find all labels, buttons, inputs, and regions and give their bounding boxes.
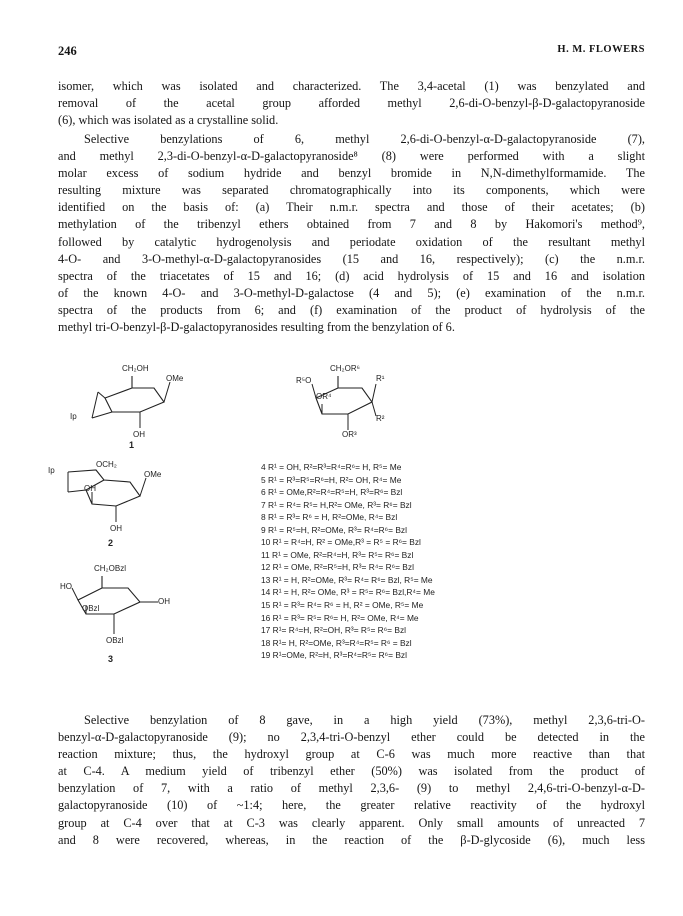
compound-number: 1 (129, 440, 135, 450)
compound-entry: 17 R¹= R⁴=H, R²=OH, R³= R⁵= R⁶= Bzl (261, 625, 407, 636)
obzl-label: OBzl (106, 636, 124, 645)
compound-entry: 16 R¹ = R³= R⁵= R⁶= H, R²= OMe, R⁴= Me (261, 612, 419, 623)
text-line: spectra of the products from 6; and (f) examination of the product of hydrolysis of the (58, 302, 645, 317)
text-line: methyl tri-O-benzyl-β-D-galactopyranosides resulting from the benzylation of 6. (58, 320, 455, 335)
text-line: and 8 were recovered, whereas, in the reaction of the β-D-glycoside (6), much less (58, 832, 645, 847)
compound-entry: 12 R¹ = OMe, R²=R⁵=H, R³= R⁴= R⁶= Bzl (261, 562, 414, 573)
text-line: Selective benzylations of 6, methyl 2,6-di-O-benzyl-α-D-galactopyranoside (7), (84, 132, 645, 146)
text-line: group at C-4 over that at C-3 was clearly apparent. Only small amounts of unreacted 7 (58, 815, 645, 830)
ho-label: HO (60, 582, 72, 591)
oh-label: OH (110, 524, 122, 533)
text-line: and methyl 2,3-di-O-benzyl-α-D-galactopyranoside⁸ (8) were performed with a slight (58, 149, 645, 164)
compound-entry: 13 R¹ = H, R²=OMe, R³= R⁴= R⁶= Bzl, R⁵= Me (261, 574, 433, 585)
paragraph-3 (58, 712, 645, 849)
compound-entry: 15 R¹ = R³= R⁴= R⁶ = H, R² = OMe, R⁵= Me (261, 600, 424, 611)
compound-entry: 5 R¹ = R³=R⁵=R⁶=H, R²= OH, R⁴= Me (261, 474, 402, 485)
ome-label: OMe (144, 470, 162, 479)
compound-entry: 10 R¹ = R⁴=H, R² = OMe,R³ = R⁵ = R⁶= Bzl (261, 537, 421, 548)
ome-label: OMe (166, 374, 184, 383)
compound-entry: 7 R¹ = R⁴= R⁵= H,R²= OMe, R³= R⁶= Bzl (261, 499, 412, 510)
compound-entry: 19 R¹=OMe, R²=H, R³=R⁴=R⁵= R⁶= Bzl (261, 650, 407, 661)
text-line: benzyl-α-D-galactopyranoside (9); no 2,3,4-tri-O-benzyl ether could be detected in the (58, 730, 645, 745)
text-line: identified on the basis of: (a) Their n.m.r. spectra and those of their acetates; (b) (58, 200, 645, 215)
text-line: spectra of the triacetates of 15 and 16; (d) acid hydrolysis of 15 and 16 and isolation (58, 268, 645, 283)
ch2-label: CH₂OH (122, 364, 149, 373)
oh-label: OH (158, 597, 170, 606)
or3-label: OR³ (342, 430, 357, 439)
running-author: H. M. FLOWERS (557, 44, 645, 55)
compound-number: 3 (108, 654, 114, 664)
paragraph-2 (58, 131, 645, 336)
obzl-label: OBzl (82, 604, 100, 613)
text-line: methylation of the tribenzyl ethers obtained from 7 and 8 by Hakomori's method⁹, (58, 217, 645, 232)
paragraph-1 (58, 78, 645, 129)
text-line: (6), which was isolated as a crystalline solid. (58, 113, 279, 128)
compound-entry: 9 R¹ = R⁵=H, R²=OMe, R³= R⁴=R⁶= Bzl (261, 524, 407, 535)
compound-number: 2 (108, 538, 114, 548)
compound-entry: 18 R¹= H, R²=OMe, R³=R⁴=R⁵= R⁶ = Bzl (261, 637, 412, 648)
compound-entry: 6 R¹ = OMe,R²=R⁴=R⁵=H, R³=R⁶= Bzl (261, 487, 403, 498)
text-line: of the known 4-O- and 3-O-methyl-D-galactose (4 and 5); (e) examination of the n.m.r. (58, 285, 645, 300)
pyranose-ring-2 (46, 458, 186, 548)
compound-entry: 14 R¹ = H, R²= OMe, R³ = R⁵= R⁶= Bzl,R⁴= Me (261, 587, 435, 598)
compound-entry: 8 R¹ = R³= R⁶ = H, R²=OMe, R⁴= Bzl (261, 512, 398, 523)
structure-3 (58, 562, 188, 672)
ip-label: Ip (48, 466, 55, 475)
r5o-label: R⁵O (296, 376, 312, 385)
r2-label: R² (376, 414, 385, 423)
text-line: benzylation of 7, with a ratio of methyl 2,3,6- (9) to methyl 2,4,6-tri-O-benzyl-α-D- (58, 781, 645, 796)
text-line: 4-O- and 3-O-methyl-α-D-galactopyranosides (15 and 16, respectively); (c) the n.m.r. (58, 251, 645, 266)
text-line: galactopyranoside (10) of ~1:4; here, the greater relative reactivity of the hydroxyl (58, 798, 645, 813)
text-line: molar excess of sodium hydride and benzyl bromide in N,N-dimethylformamide. The (58, 166, 645, 181)
r1-label: R¹ (376, 374, 385, 383)
text-line: isomer, which was isolated and characterized. The 3,4-acetal (1) was benzylated and (58, 79, 645, 93)
compound-entry: 11 R¹ = OMe, R²=R⁴=H, R³= R⁵= R⁶= Bzl (261, 549, 414, 560)
text-line: at C-4. A medium yield of tribenzyl ether (50%) was isolated from the product of (58, 764, 645, 779)
page-number: 246 (58, 44, 77, 58)
text-line: removal of the acetal group afforded methyl 2,6-di-O-benzyl-β-D-galactopyranoside (58, 96, 645, 111)
structure-1 (70, 362, 190, 450)
ch2-label: OCH₂ (96, 460, 117, 469)
running-header (58, 44, 645, 60)
text-line: followed by catalytic hydrogenolysis and periodate oxidation of the resultant methyl (58, 234, 645, 249)
text-line: reaction mixture; thus, the hydroxyl group at C-6 was much more reactive than that (58, 747, 645, 762)
ip-label: Ip (70, 412, 77, 421)
ch2-label: CH₂OR⁶ (330, 364, 360, 373)
text-line: Selective benzylation of 8 gave, in a high yield (73%), methyl 2,3,6-tri-O- (84, 713, 645, 727)
text-line: resulting mixture was separated chromatographically into its components, which were (58, 183, 645, 198)
general-structure (296, 362, 416, 442)
pyranose-ring-3 (58, 562, 188, 672)
compound-entry: 4 R¹ = OH, R²=R³=R⁴=R⁶= H, R⁵= Me (261, 462, 402, 472)
oh-label: OH (84, 484, 96, 493)
ch2-label: CH₂OBzl (94, 564, 126, 573)
structure-2 (46, 458, 186, 548)
or4-label: OR⁴ (316, 392, 332, 401)
oh-label: OH (133, 430, 145, 439)
compound-list (261, 461, 561, 662)
